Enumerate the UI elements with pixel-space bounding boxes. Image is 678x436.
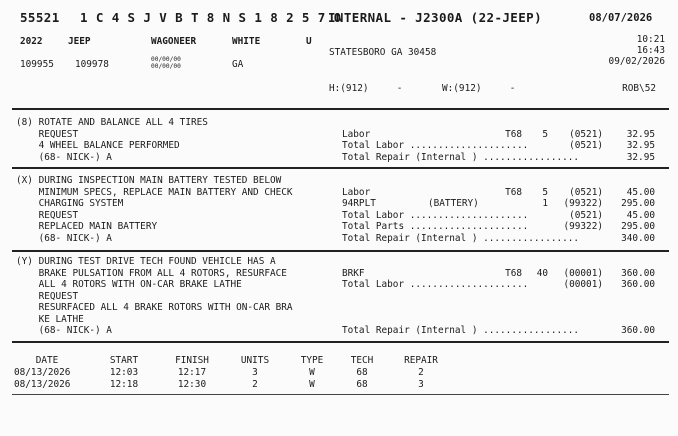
total-labor-code: (00001) (563, 279, 603, 290)
time-log-units: 3 (252, 367, 258, 378)
charge-tech: T68 (505, 267, 522, 279)
vin: 1 C 4 S J V B T 8 N S 1 8 2 5 7 0 (80, 10, 342, 25)
total-labor-amount: 32.95 (626, 140, 655, 151)
work-phone: W:(912) - (442, 83, 516, 94)
time-log-repair: 3 (418, 378, 424, 390)
job-line: (68- NICK-) A (16, 232, 112, 244)
time-log-type: W (309, 378, 315, 390)
job-section-1 (0, 118, 678, 164)
job-line: CHARGING SYSTEM (16, 198, 124, 209)
time-in: 10:21 (636, 34, 665, 45)
vehicle-year: 2022 (20, 36, 43, 47)
service-advisor: ROB\52 (622, 83, 656, 94)
total-labor-code: (0521) (569, 140, 603, 151)
charge-amount: 32.95 (626, 128, 655, 140)
time-log-start: 12:18 (109, 378, 139, 390)
vehicle-code: U (306, 36, 312, 47)
promised-date: 09/02/2026 (608, 56, 665, 67)
time-out: 16:43 (636, 45, 665, 56)
bottom-divider (12, 394, 669, 395)
total-labor-amount: 360.00 (621, 279, 655, 290)
job-line: REQUEST (16, 290, 79, 302)
job-line: RESURFACED ALL 4 BRAKE ROTORS WITH ON-CAR BRA (16, 302, 293, 313)
ro-type: INTERNAL - J2300A (22-JEEP) (328, 10, 542, 25)
time-log-header-tech: TECH (350, 355, 374, 366)
charge-tech: T68 (505, 186, 522, 198)
zero-date-2: 00/00/00 (151, 63, 181, 70)
part-code: (99322) (563, 198, 603, 209)
vehicle-model: WAGONEER (151, 36, 197, 47)
job-divider (12, 167, 669, 169)
job-line: (68- NICK-) A (16, 325, 112, 336)
home-phone: H:(912) - (329, 83, 403, 94)
charge-label: Labor (342, 128, 371, 140)
vehicle-make: JEEP (68, 36, 91, 47)
total-parts-code: (99322) (563, 221, 603, 232)
state: GA (232, 59, 244, 70)
job-section-2 (0, 176, 678, 246)
total-repair-label: Total Repair (Internal ) ................. (342, 325, 580, 336)
stock-number-2: 109978 (75, 59, 109, 70)
total-labor-amount: 45.00 (626, 209, 655, 221)
total-parts-amount: 295.00 (621, 221, 655, 232)
job-divider (12, 250, 669, 252)
time-log-header-type: TYPE (300, 355, 324, 366)
charge-tech: T68 (505, 128, 522, 140)
stock-number-1: 109955 (20, 59, 54, 70)
header-divider (12, 108, 669, 110)
job-line: REQUEST (16, 209, 79, 221)
time-log-repair: 2 (418, 367, 424, 378)
charge-label: BRKF (342, 267, 365, 279)
time-log-units: 2 (252, 378, 258, 390)
job-line: (Y) DURING TEST DRIVE TECH FOUND VEHICLE HAS A (16, 256, 276, 267)
part-quantity: 1 (542, 198, 548, 209)
total-repair-amount: 32.95 (626, 151, 655, 163)
charge-amount: 360.00 (621, 267, 655, 279)
charge-units: 5 (542, 128, 548, 140)
charge-amount: 45.00 (626, 186, 655, 198)
job-line: 4 WHEEL BALANCE PERFORMED (16, 140, 180, 151)
vehicle-color: WHITE (232, 36, 261, 47)
job-line: BRAKE PULSATION FROM ALL 4 ROTORS, RESURFACE (16, 267, 287, 279)
total-labor-label: Total Labor ..................... (342, 279, 529, 290)
job-line: MINIMUM SPECS, REPLACE MAIN BATTERY AND CHECK (16, 186, 293, 198)
job-line: ALL 4 ROTORS WITH ON-CAR BRAKE LATHE (16, 279, 242, 290)
time-log-tech: 68 (356, 367, 368, 378)
time-log-date: 08/13/2026 (14, 378, 71, 390)
total-repair-amount: 360.00 (621, 325, 655, 336)
total-parts-label: Total Parts ..................... (342, 221, 529, 232)
time-log-type: W (309, 367, 315, 378)
charge-units: 5 (542, 186, 548, 198)
time-log-start: 12:03 (109, 367, 139, 378)
time-log-finish: 12:30 (177, 378, 207, 390)
part-description: (BATTERY) (428, 198, 479, 209)
charge-code: (00001) (563, 267, 603, 279)
part-amount: 295.00 (621, 198, 655, 209)
total-repair-label: Total Repair (Internal ) ................. (342, 151, 580, 163)
time-log-header-finish: FINISH (175, 355, 209, 366)
charge-units: 40 (536, 267, 548, 279)
ro-number: 55521 (20, 10, 60, 25)
total-repair-amount: 340.00 (621, 232, 655, 244)
header-date: 08/07/2026 (589, 12, 653, 24)
time-log-date: 08/13/2026 (14, 367, 71, 378)
job-line: REQUEST (16, 128, 79, 140)
time-log-header-units: UNITS (240, 355, 270, 366)
job-line: (X) DURING INSPECTION MAIN BATTERY TESTED BELOW (16, 175, 282, 186)
total-labor-code: (0521) (569, 209, 603, 221)
part-number: 94RPLT (342, 198, 376, 209)
time-log-table (0, 356, 678, 396)
job-line: KE LATHE (16, 313, 84, 325)
job-line: (8) ROTATE AND BALANCE ALL 4 TIRES (16, 117, 208, 128)
total-labor-label: Total Labor ..................... (342, 209, 529, 221)
total-repair-label: Total Repair (Internal ) ................. (342, 232, 580, 244)
time-log-header-start: START (109, 355, 139, 366)
time-log-finish: 12:17 (177, 367, 207, 378)
customer-city-state-zip: STATESBORO GA 30458 (329, 47, 437, 58)
jobs-end-divider (12, 341, 669, 343)
time-log-header-repair: REPAIR (404, 355, 438, 366)
zero-date-1: 00/00/00 (151, 56, 181, 63)
time-log-header-date: DATE (35, 355, 59, 366)
charge-label: Labor (342, 186, 371, 198)
time-log-tech: 68 (356, 378, 368, 390)
job-line: (68- NICK-) A (16, 151, 112, 163)
charge-code: (0521) (569, 128, 603, 140)
job-line: REPLACED MAIN BATTERY (16, 221, 158, 232)
charge-code: (0521) (569, 186, 603, 198)
job-section-3 (0, 257, 678, 339)
total-labor-label: Total Labor ..................... (342, 140, 529, 151)
